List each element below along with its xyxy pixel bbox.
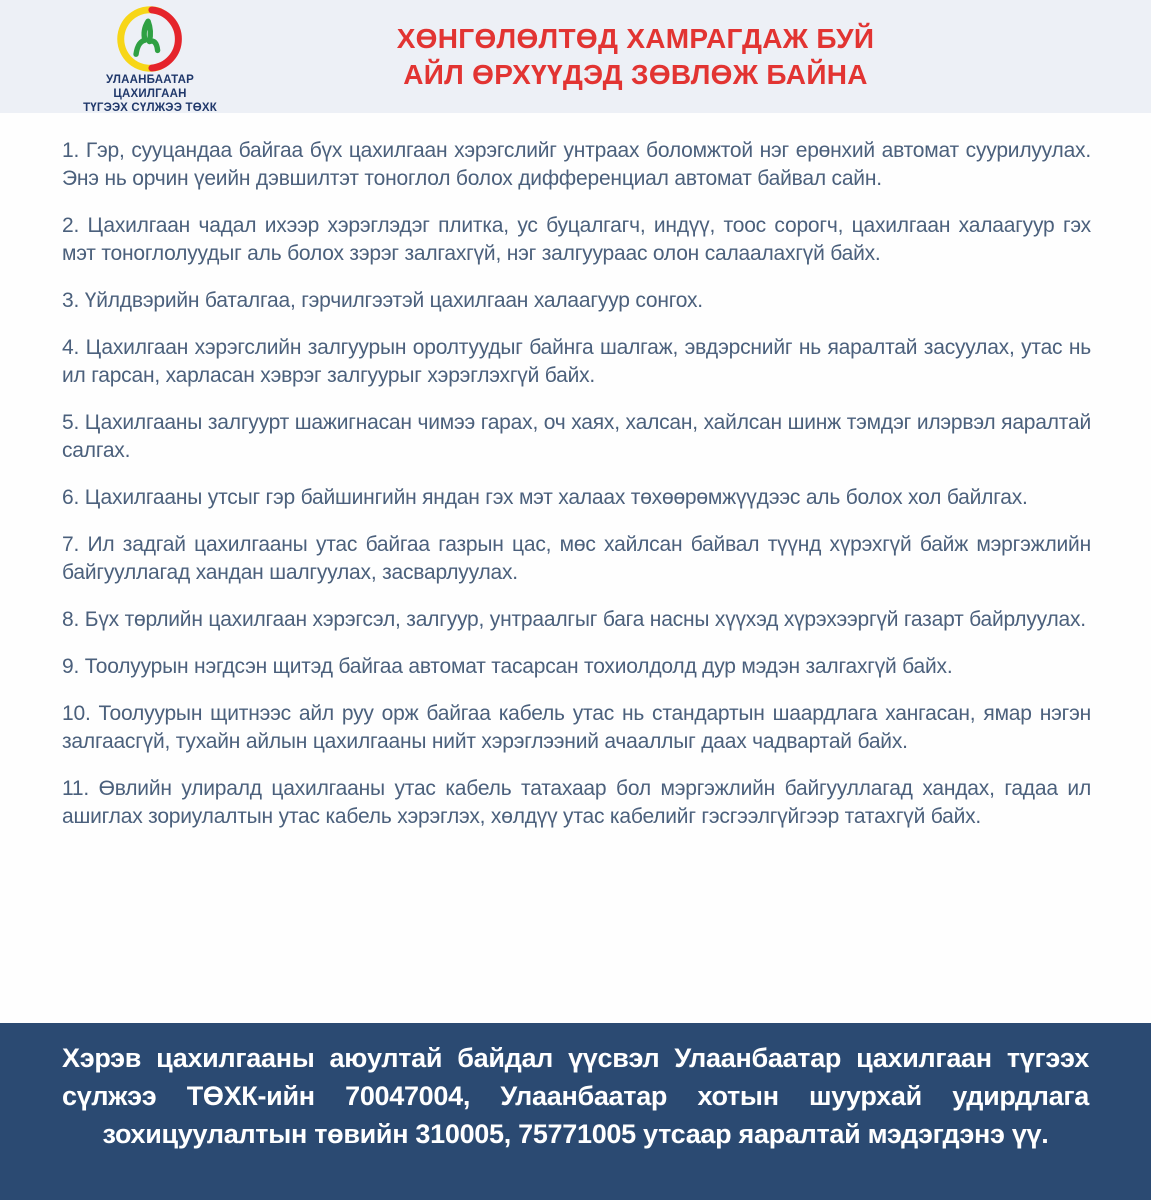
advice-item-6: 6. Цахилгааны утсыг гэр байшингийн яндан гэх мэт халаах төхөөрөмжүүдээс аль болох хол байлгах. [62, 486, 1028, 509]
emergency-notice: Хэрэв цахилгааны аюултай байдал үүсвэл Улаанбаатар цахилгаан түгээх сүлжээ ТӨХК-ийн 70047004, Улаанбаатар хотын шуурхай удирдлага зохицуулалтын төвийн 310005, 75771005 утсаар яаралтай мэдэгдэнэ үү. [62, 1043, 1089, 1149]
advice-list [0, 113, 1151, 1023]
advice-item-1: 1. Гэр, сууцандаа байгаа бүх цахилгаан хэрэгслийг унтраах боломжтой нэг ерөнхий автомат суурилуулах. Энэ нь орчин үеийн дэвшилтэт тоноглол болох дифференциал автомат байвал сайн. [62, 139, 1091, 190]
page-title [120, 21, 1151, 93]
page-title-line1: ХӨНГӨЛӨЛТӨД ХАМРАГДАЖ БУЙ [396, 23, 875, 54]
advice-item-5: 5. Цахилгааны залгуурт шажигнасан чимээ гарах, оч хаях, халсан, хайлсан шинж тэмдэг илэрвэл яаралтай салгах. [62, 411, 1091, 462]
logo-org-line1: УЛААНБААТАР ЦАХИЛГААН [105, 74, 195, 100]
advice-item-7: 7. Ил задгай цахилгааны утас байгаа газрын цас, мөс хайлсан байвал түүнд хүрэхгүй байж мэргэжлийн байгууллагад хандан шалгуулах, засварлуулах. [62, 533, 1091, 584]
advice-item-10: 10. Тоолуурын щитнээс айл руу орж байгаа кабель утас нь стандартын шаардлага хангасан, ямар нэгэн залгаасгүй, тухайн айлын цахилгааны нийт хэрэглээний ачааллыг даах чадвартай байх. [62, 702, 1091, 753]
footer [0, 1023, 1151, 1200]
advice-item-9: 9. Тоолуурын нэгдсэн щитэд байгаа автомат тасарсан тохиолдолд дур мэдэн залгахгүй байх. [62, 655, 953, 678]
advice-item-3: 3. Үйлдвэрийн баталгаа, гэрчилгээтэй цахилгаан халаагуур сонгох. [62, 289, 703, 312]
page-title-line2: АЙЛ ӨРХҮҮДЭД ЗӨВЛӨЖ БАЙНА [403, 59, 868, 90]
logo-org-line2: ТҮГЭЭХ СҮЛЖЭЭ ТӨХК [83, 102, 217, 114]
advice-item-4: 4. Цахилгаан хэрэгслийн залгуурын оролтуудыг байнга шалгаж, эвдэрснийг нь яаралтай засуулах, утас нь ил гарсан, харласан хэврэг залгуурыг хэрэглэхгүй байх. [62, 336, 1091, 387]
advice-item-8: 8. Бүх төрлийн цахилгаан хэрэгсэл, залгуур, унтраалгыг бага насны хүүхэд хүрэхээргүй газарт байрлуулах. [62, 608, 1086, 631]
header [0, 0, 1151, 113]
advice-item-11: 11. Өвлийн улиралд цахилгааны утас кабель татахаар бол мэргэжлийн байгууллагад хандах, гадаа ил ашиглах зориулалтын утас кабель хэрэглэх, хөлдүү утас кабелийг гэсгээлгүйгээр татахгүй байх. [62, 777, 1091, 828]
advice-item-2: 2. Цахилгаан чадал ихээр хэрэглэдэг плитка, ус буцалгагч, индүү, тоос сорогч, цахилгаан халаагуур гэх мэт тоноглолуудыг аль болох зэрэг залгахгүй, нэг залгуураас олон салаалахгүй байх. [62, 214, 1091, 265]
